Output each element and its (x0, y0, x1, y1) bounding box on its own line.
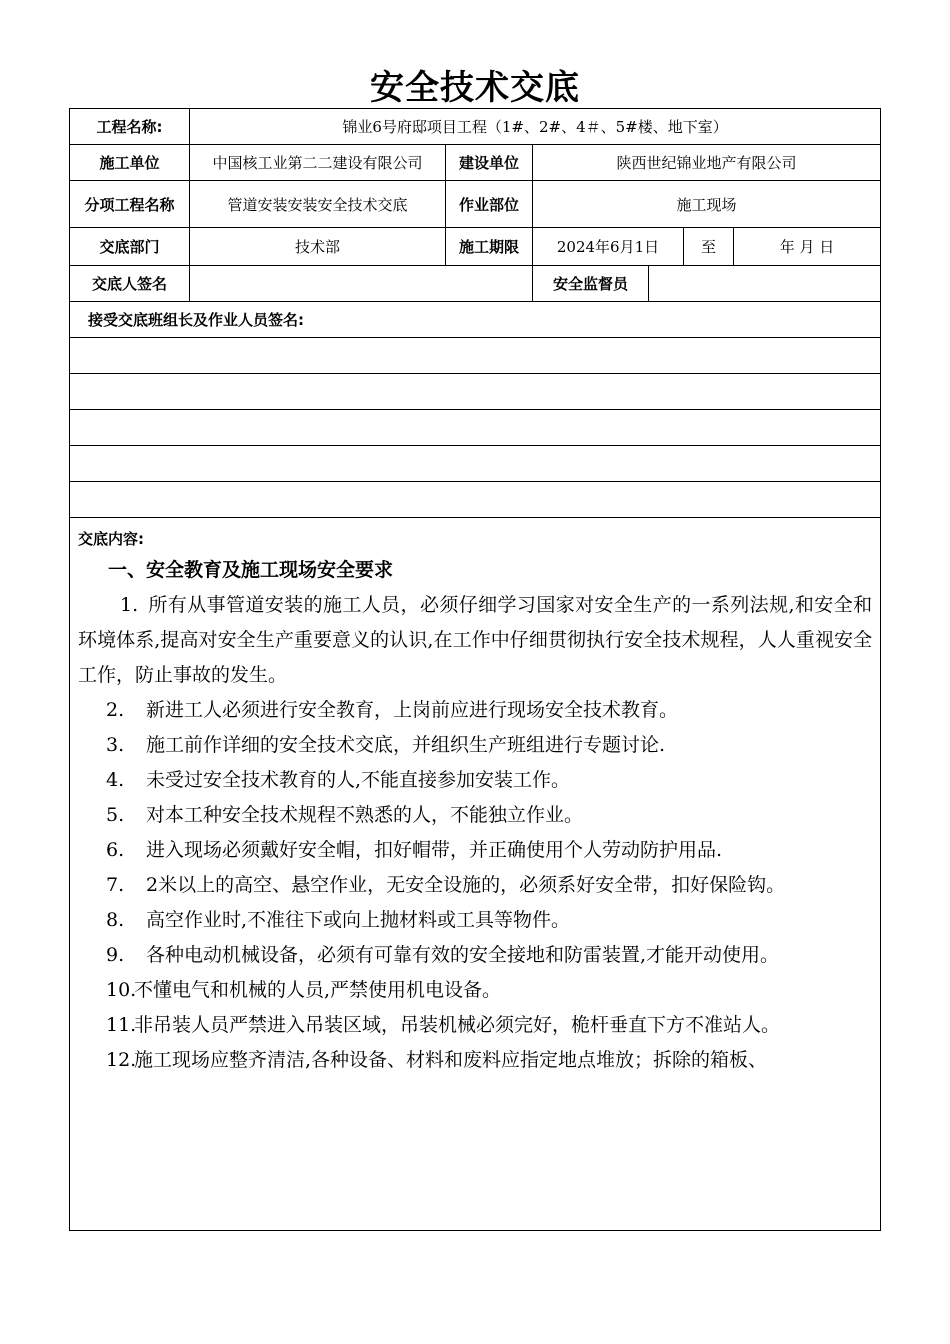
list-item (78, 588, 872, 693)
work-area-label: 作业部位 (446, 181, 533, 228)
work-area: 施工现场 (533, 181, 881, 228)
item-text: 未受过安全技术教育的人,不能直接参加安装工作。 (146, 769, 571, 791)
period-to: 至 (684, 228, 734, 266)
item-text: 高空作业时,不准往下或向上抛材料或工具等物件。 (146, 909, 571, 931)
department: 技术部 (190, 228, 446, 266)
signature-row (70, 374, 881, 410)
item-text: 各种电动机械设备，必须有可靠有效的安全接地和防雷装置,才能开动使用。 (146, 944, 780, 966)
signature-row (70, 338, 881, 374)
list-item (78, 1043, 872, 1078)
project-name-label: 工程名称: (70, 109, 190, 145)
item-text: 非吊装人员严禁进入吊装区域，吊装机械必须完好，桅杆垂直下方不准站人。 (134, 1014, 781, 1036)
sub-project: 管道安装安装安全技术交底 (190, 181, 446, 228)
item-number: 3. (106, 734, 125, 756)
item-number: 11. (106, 1014, 137, 1036)
construction-unit: 中国核工业第二二建设有限公司 (190, 145, 446, 181)
sub-project-label: 分项工程名称 (70, 181, 190, 228)
supervisor-label: 安全监督员 (533, 266, 649, 302)
supervisor-field (649, 266, 881, 302)
item-text: 所有从事管道安装的施工人员，必须仔细学习国家对安全生产的一系列法规,和安全和环境体系,提高对安全生产重要意义的认识,在工作中仔细贯彻执行安全技术规程，人人重视安全工作，防止事故的发生。 (78, 594, 873, 686)
builder: 陕西世纪锦业地产有限公司 (533, 145, 881, 181)
item-number: 7. (106, 874, 125, 896)
item-number: 10. (106, 979, 137, 1001)
period-end: 年 月 日 (734, 228, 881, 266)
builder-label: 建设单位 (446, 145, 533, 181)
item-text: 进入现场必须戴好安全帽，扣好帽带，并正确使用个人劳动防护用品. (146, 839, 723, 861)
signature-row (70, 482, 881, 518)
document-title: 安全技术交底 (370, 68, 580, 108)
signature-row (70, 410, 881, 446)
list-item (78, 798, 872, 833)
briefing-content (70, 518, 881, 1231)
period-label: 施工期限 (446, 228, 533, 266)
list-item (78, 833, 872, 868)
signer-label: 交底人签名 (70, 266, 190, 302)
signature-row (70, 446, 881, 482)
content-label: 交底内容: (78, 530, 144, 548)
list-item (78, 693, 872, 728)
signer-field (190, 266, 533, 302)
list-item (78, 728, 872, 763)
item-number: 2. (106, 699, 125, 721)
item-text: 不懂电气和机械的人员,严禁使用机电设备。 (134, 979, 502, 1001)
item-number: 8. (106, 909, 125, 931)
section-title: 一、安全教育及施工现场安全要求 (108, 559, 394, 581)
item-text: 施工现场应整齐清洁,各种设备、材料和废料应指定地点堆放；拆除的箱板、 (134, 1049, 768, 1071)
list-item (78, 903, 872, 938)
item-number: 1. (120, 594, 139, 616)
item-number: 6. (106, 839, 125, 861)
item-number: 4. (106, 769, 125, 791)
receivers-label: 接受交底班组长及作业人员签名: (70, 302, 881, 338)
list-item (78, 938, 872, 973)
department-label: 交底部门 (70, 228, 190, 266)
item-number: 12. (106, 1049, 137, 1071)
safety-briefing-form (69, 108, 881, 1231)
list-item (78, 763, 872, 798)
item-text: 新进工人必须进行安全教育，上岗前应进行现场安全技术教育。 (146, 699, 679, 721)
item-text: 对本工种安全技术规程不熟悉的人，不能独立作业。 (146, 804, 584, 826)
item-number: 9. (106, 944, 125, 966)
item-text: 施工前作详细的安全技术交底，并组织生产班组进行专题讨论. (146, 734, 666, 756)
list-item (78, 1008, 872, 1043)
project-name: 锦业6号府邸项目工程（1#、2#、4＃、5#楼、地下室） (190, 109, 881, 145)
list-item (78, 973, 872, 1008)
item-text: 2米以上的高空、悬空作业，无安全设施的，必须系好安全带，扣好保险钩。 (146, 874, 786, 896)
list-item (78, 868, 872, 903)
period-start: 2024年6月1日 (533, 228, 684, 266)
item-number: 5. (106, 804, 125, 826)
construction-unit-label: 施工单位 (70, 145, 190, 181)
